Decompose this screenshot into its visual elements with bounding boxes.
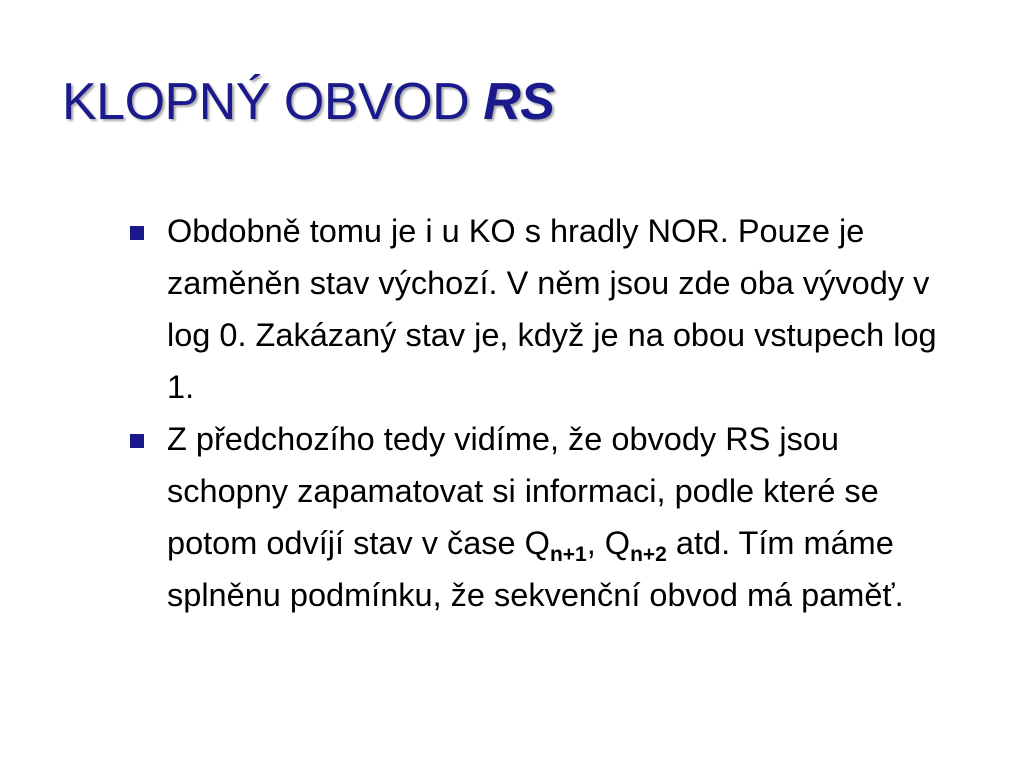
square-bullet-icon — [130, 226, 144, 240]
subscript-n2: n+2 — [630, 543, 667, 566]
bullet-text-2c: atd. Tím máme splněnu podmínku, že sekvenční obvod má paměť. — [167, 525, 904, 613]
list-item — [130, 413, 960, 621]
subscript-n1: n+1 — [549, 543, 587, 566]
bullet-text-1: Obdobně tomu je i u KO s hradly NOR. Pouze je zaměněn stav výchozí. V něm jsou zde oba vývody v log 0. Zakázaný stav je, když je na obou vstupech log 1. — [167, 213, 937, 405]
title-main: KLOPNÝ OBVOD — [62, 73, 484, 131]
square-bullet-icon — [130, 434, 144, 448]
bullet-list — [130, 205, 960, 621]
slide-title — [62, 72, 554, 132]
bullet-text-2b: , Q — [586, 525, 631, 561]
bullet-text-2a: Z předchozího tedy vidíme, že obvody RS jsou schopny zapamatovat si informaci, podle které se potom odvíjí stav v čase Q — [167, 421, 879, 561]
list-item — [130, 205, 960, 413]
title-emphasis: RS — [483, 73, 555, 131]
